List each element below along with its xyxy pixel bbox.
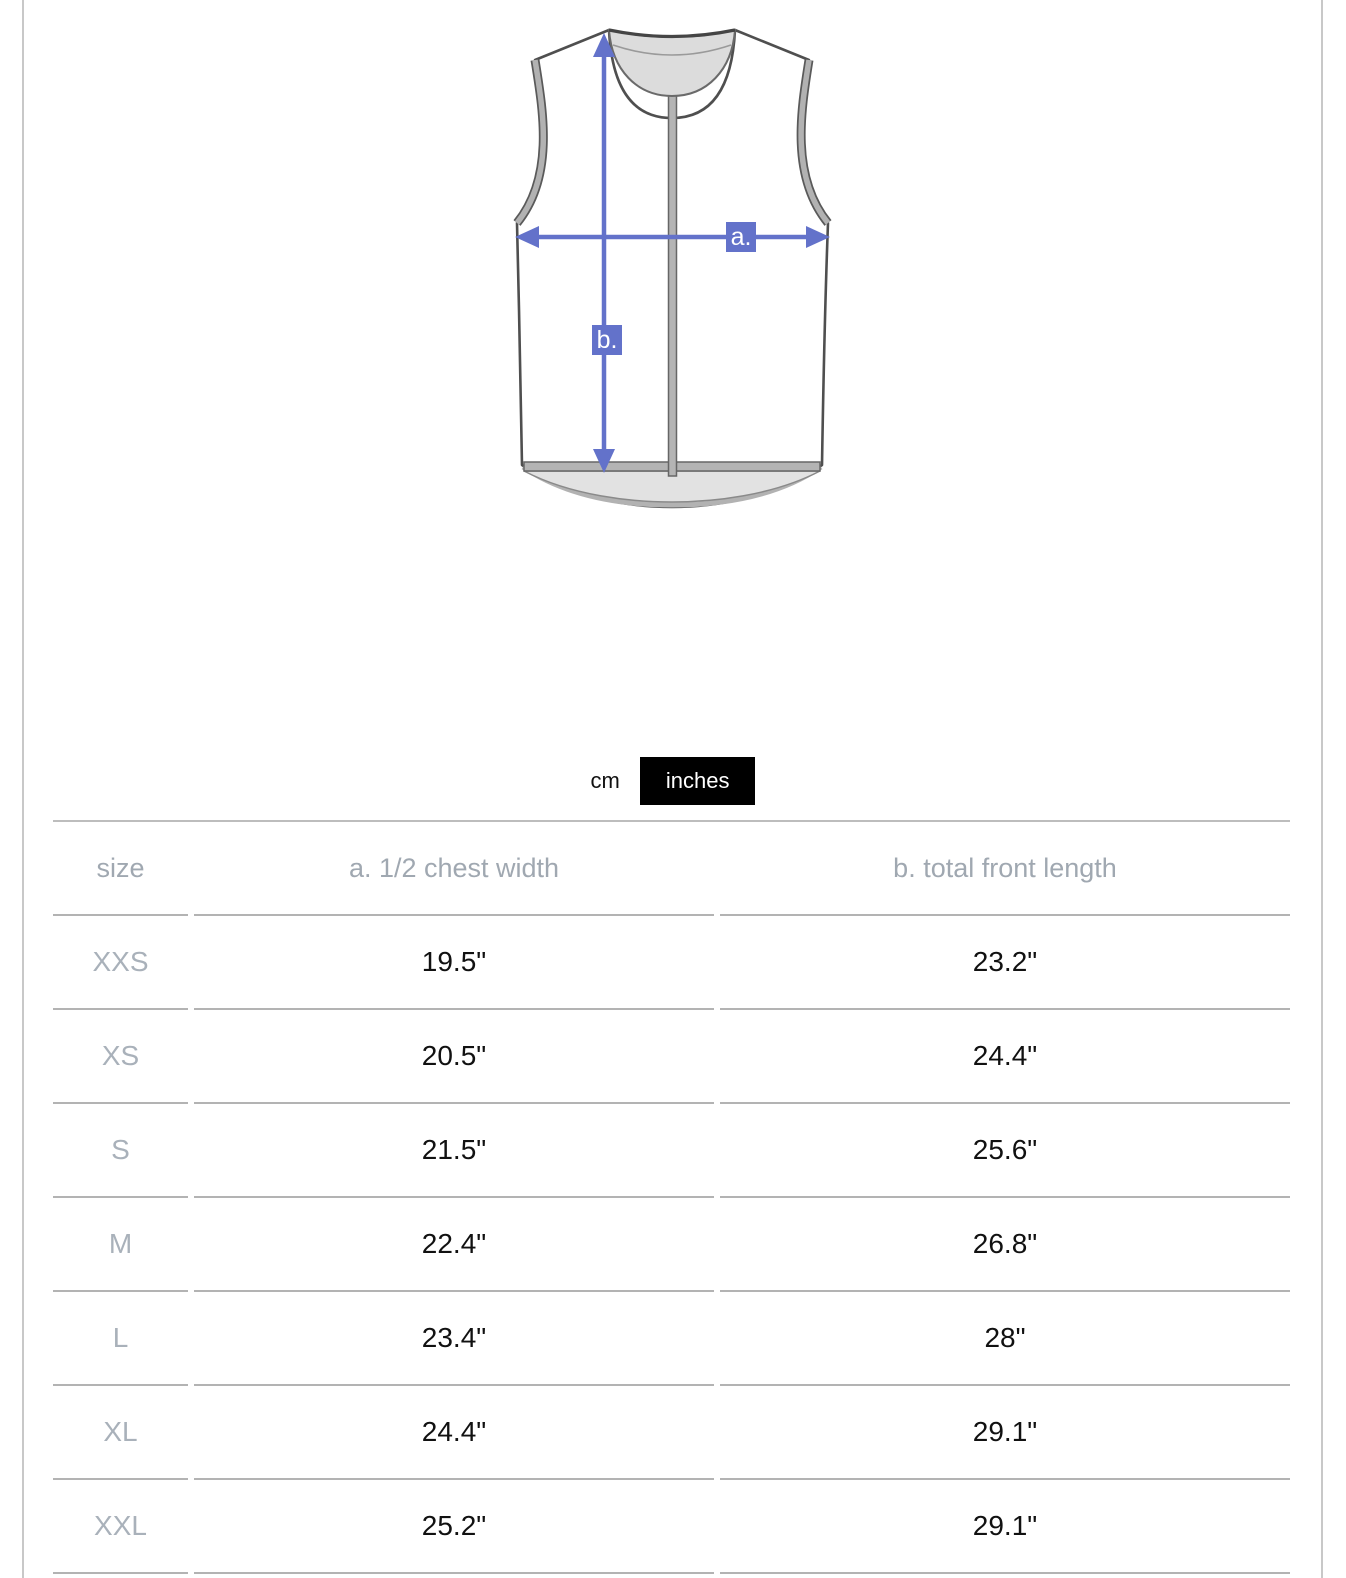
unit-toggle — [0, 757, 1346, 805]
panel-right-border — [1321, 0, 1323, 1578]
table-header-row — [53, 822, 1290, 916]
size-label: XXL — [53, 1480, 188, 1574]
zipper-bar — [669, 92, 677, 476]
unit-toggle-inches[interactable]: inches — [640, 757, 756, 805]
front-length-value: 29.1" — [720, 1386, 1290, 1480]
table-row — [53, 1292, 1290, 1386]
front-length-value: 28" — [720, 1292, 1290, 1386]
chest-width-value: 23.4" — [194, 1292, 714, 1386]
size-label: XXS — [53, 916, 188, 1010]
front-length-value: 29.1" — [720, 1480, 1290, 1574]
chest-width-value: 19.5" — [194, 916, 714, 1010]
size-label: XS — [53, 1010, 188, 1104]
size-label: XL — [53, 1386, 188, 1480]
chest-width-value: 21.5" — [194, 1104, 714, 1198]
front-length-value: 26.8" — [720, 1198, 1290, 1292]
table-row — [53, 1198, 1290, 1292]
table-row — [53, 1104, 1290, 1198]
label-b-text: b. — [596, 326, 618, 354]
size-label: L — [53, 1292, 188, 1386]
header-size: size — [53, 822, 188, 916]
front-length-value: 24.4" — [720, 1010, 1290, 1104]
panel-left-border — [22, 0, 24, 1578]
chest-width-value: 20.5" — [194, 1010, 714, 1104]
vest-diagram-illustration — [512, 18, 834, 512]
size-label: M — [53, 1198, 188, 1292]
table-row — [53, 1386, 1290, 1480]
front-length-value: 25.6" — [720, 1104, 1290, 1198]
chest-width-value: 25.2" — [194, 1480, 714, 1574]
label-b-badge — [592, 325, 622, 355]
size-label: S — [53, 1104, 188, 1198]
chest-width-value: 22.4" — [194, 1198, 714, 1292]
inner-back-neck — [609, 30, 735, 96]
table-row — [53, 1010, 1290, 1104]
garment-measurement-diagram — [0, 0, 1346, 512]
table-row — [53, 916, 1290, 1010]
label-a-text: a. — [730, 223, 752, 251]
table-row — [53, 1480, 1290, 1574]
label-a-badge — [726, 222, 756, 252]
front-length-value: 23.2" — [720, 916, 1290, 1010]
chest-width-value: 24.4" — [194, 1386, 714, 1480]
size-chart-table — [53, 820, 1290, 1574]
header-front-length: b. total front length — [720, 822, 1290, 916]
header-chest-width: a. 1/2 chest width — [194, 822, 714, 916]
unit-toggle-cm[interactable]: cm — [590, 768, 620, 793]
